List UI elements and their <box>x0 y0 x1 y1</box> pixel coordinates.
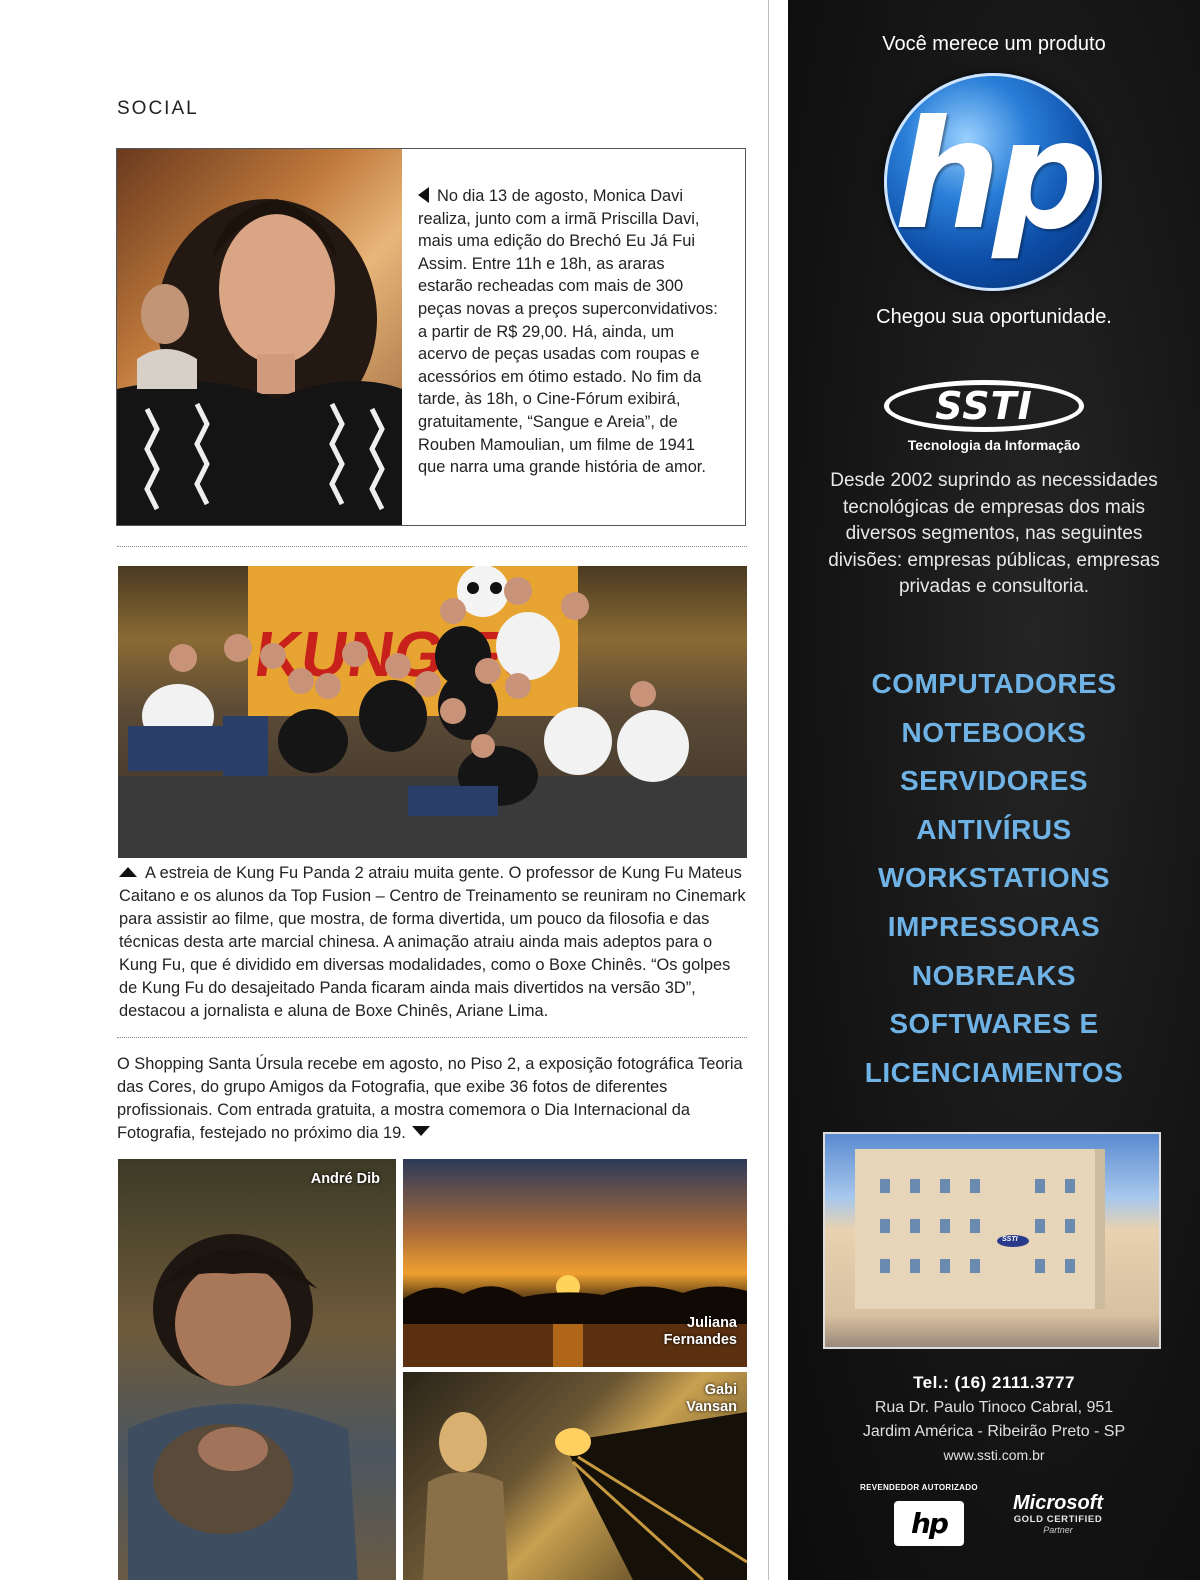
child-photo-illustration <box>118 1159 396 1580</box>
credit-juliana-fernandes <box>664 1315 737 1349</box>
ad-address-city: Jardim América - Ribeirão Preto - SP <box>862 1423 1126 1440</box>
ssti-logo <box>884 380 1084 432</box>
credit-juliana-line2: Fernandes <box>663 1332 737 1348</box>
ad-website: www.ssti.com.br <box>943 1447 1045 1463</box>
hp-reseller-logo-text: hp <box>911 1507 947 1540</box>
ssti-tagline: Tecnologia da Informação <box>907 437 1081 453</box>
microsoft-gold-partner-logo <box>1008 1492 1108 1536</box>
building-sign-text: SSTI <box>1002 1236 1018 1243</box>
credit-gabi-line1: Gabi <box>704 1382 737 1398</box>
product-list <box>788 660 1200 1097</box>
hp-reseller-logo <box>894 1501 964 1546</box>
column-divider <box>768 0 769 1580</box>
photo-monica-davi <box>117 149 402 525</box>
article-brecho-text <box>418 185 723 479</box>
product-item: WORKSTATIONS <box>877 862 1111 894</box>
photo-juliana-fernandes <box>403 1159 747 1367</box>
product-item: ANTIVÍRUS <box>916 813 1072 845</box>
ad-description: Desde 2002 suprindo as necessidades tecnológicas de empresas dos mais diversos segmentos, nas seguintes divisões: empresas públicas, empresas privadas e consultoria. <box>828 470 1160 597</box>
portrait-illustration <box>117 149 402 525</box>
article-exposicao-body: O Shopping Santa Úrsula recebe em agosto, no Piso 2, a exposição fotográfica Teoria das Cores, do grupo Amigos da Fotografia, que exibe 36 fotos de diferentes profissionais. Com entrada gratuita, a mostra comemora o Dia Internacional da Fotografia, festejado no próximo dia 19. <box>117 1055 743 1142</box>
divider <box>117 546 747 547</box>
product-item: IMPRESSORAS <box>887 910 1101 942</box>
credit-gabi-line2: Vansan <box>686 1399 737 1415</box>
article-exposicao <box>117 1053 745 1145</box>
arrow-left-icon <box>418 187 429 203</box>
reseller-label: REVENDEDOR AUTORIZADO <box>860 1483 978 1492</box>
product-item: NOTEBOOKS <box>901 716 1087 748</box>
article-brecho-body: No dia 13 de agosto, Monica Davi realiza, junto com a irmã Priscilla Davi, mais uma edição do Brechó Eu Já Fui Assim. Entre 11h e 18h, as araras estarão recheadas com mais de 300 peças novas a preços superconvidativos: a partir de R$ 29,00. Há, ainda, um acervo de peças usadas com roupas e acessórios em ótimo estado. No fim da tarde, às 18h, o Cine-Fórum exibirá, gratuitamente, “Sangue e Areia”, de Rouben Mamoulian, um filme de 1941 que narra uma grande história de amor. <box>418 187 718 477</box>
product-item: LICENCIAMENTOS <box>864 1056 1124 1088</box>
ad-subheadline: Chegou sua oportunidade. <box>876 306 1112 328</box>
photo-andre-dib <box>118 1159 396 1580</box>
photo-kung-fu-panda-group <box>118 566 747 858</box>
microsoft-gold-certified: GOLD CERTIFIED <box>1013 1514 1103 1525</box>
arrow-up-icon <box>119 867 137 877</box>
section-label: SOCIAL <box>117 98 199 119</box>
kung-fu-caption-body: A estreia de Kung Fu Panda 2 atraiu muita gente. O professor de Kung Fu Mateus Caitano e os alunos da Top Fusion – Centro de Treinamento se reuniram no Cinemark para assistir ao filme, que mostra, de forma divertida, um pouco da filosofia e das técnicas desta arte marcial chinesa. A animação atraiu ainda mais adeptos para o Kung Fu, que é dividido em diversas modalidades, como o Boxe Chinês. “Os golpes de Kung Fu do desajeitado Panda ficaram ainda mais divertidos na versão 3D”, destacou a jornalista e aluna de Boxe Chinês, Ariane Lima. <box>119 864 746 1020</box>
arrow-down-icon <box>412 1126 430 1136</box>
ad-address-street: Rua Dr. Paulo Tinoco Cabral, 951 <box>874 1399 1114 1416</box>
kung-fu-caption <box>119 862 747 1023</box>
ad-headline: Você merece um produto <box>882 33 1106 55</box>
product-item: COMPUTADORES <box>871 668 1117 699</box>
microsoft-name: Microsoft <box>1013 1492 1103 1514</box>
credit-gabi-vansan <box>686 1382 737 1416</box>
hp-logo <box>884 73 1102 291</box>
credit-andre-dib: André Dib <box>310 1171 380 1187</box>
group-photo-illustration <box>118 566 747 858</box>
building-illustration <box>855 1149 1105 1309</box>
photo-gabi-vansan <box>403 1372 747 1580</box>
divider <box>117 1037 747 1038</box>
building-windows <box>855 1149 1105 1309</box>
hp-logo-text: hp <box>893 89 1093 263</box>
product-item: SERVIDORES <box>899 765 1089 797</box>
ssti-logo-text: SSTI <box>935 384 1033 428</box>
article-brecho <box>116 148 746 526</box>
product-item: SOFTWARES E <box>889 1008 1099 1040</box>
credit-juliana-line1: Juliana <box>687 1315 737 1331</box>
ad-phone: Tel.: (16) 2111.3777 <box>913 1373 1075 1392</box>
product-item: NOBREAKS <box>911 959 1077 991</box>
microsoft-partner: Partner <box>1043 1525 1073 1535</box>
photo-ssti-building <box>823 1132 1161 1349</box>
